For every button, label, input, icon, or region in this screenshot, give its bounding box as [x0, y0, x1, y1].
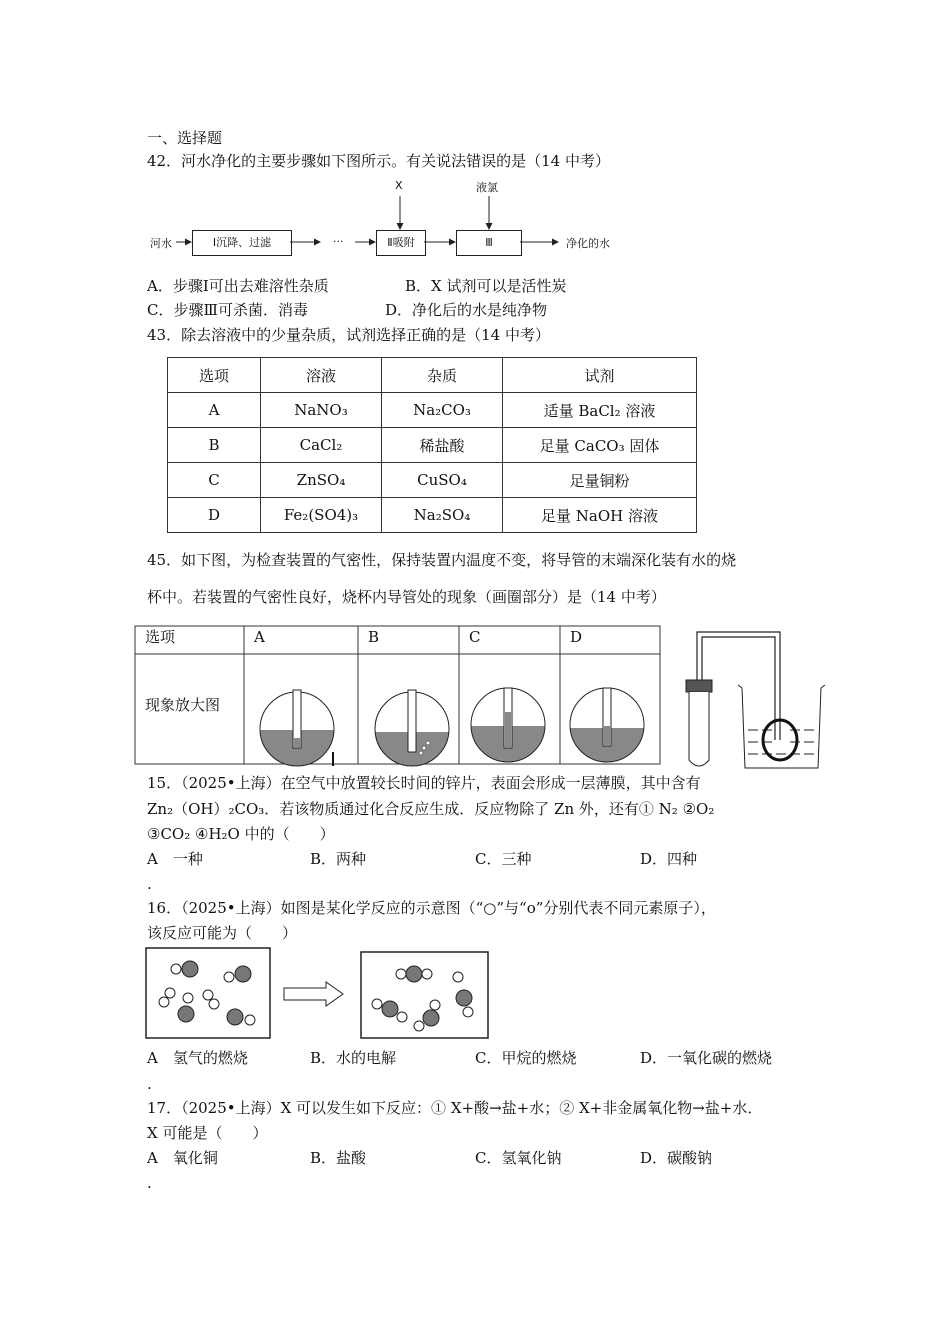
table-cell: B	[168, 428, 261, 463]
option-a-view	[255, 690, 345, 780]
q45-row1-label: 选项	[145, 628, 176, 646]
table-cell: 足量 CaCO₃ 固体	[503, 428, 697, 463]
table-cell: CaCl₂	[261, 428, 382, 463]
table-cell: ZnSO₄	[261, 463, 382, 498]
q15-option-c: C．三种	[475, 850, 532, 868]
header-cell: 杂质	[382, 358, 503, 393]
q42-option-b: B．X 试剂可以是活性炭	[405, 277, 567, 295]
q15-option-d: D．四种	[640, 850, 698, 868]
flow-ellipsis: ···	[333, 235, 344, 248]
q45-option-b-label: B	[368, 628, 380, 646]
flow-reagent-x: X	[395, 179, 403, 192]
header-cell: 试剂	[503, 358, 697, 393]
q15-stem-line2: Zn₂（OH）₂CO₃．若该物质通过化合反应生成．反应物除了 Zn 外，还有① N₂ ②O₂	[147, 800, 715, 818]
table-cell: Fe₂(SO4)₃	[261, 498, 382, 533]
table-cell: Na₂SO₄	[382, 498, 503, 533]
table-cell: Na₂CO₃	[382, 393, 503, 428]
table-cell: 适量 BaCl₂ 溶液	[503, 393, 697, 428]
apparatus-diagram	[670, 620, 840, 780]
table-header-row	[168, 358, 697, 393]
q16-stem-line1: 16．（2025•上海）如图是某化学反应的示意图（“○”与“o”分别代表不同元素原子），	[147, 899, 716, 917]
table-row	[168, 428, 697, 463]
q45-row2-label: 现象放大图	[145, 696, 221, 714]
q15-trailing-dot: .	[147, 875, 152, 893]
q16-option-b: B．水的电解	[310, 1049, 397, 1067]
header-cell: 溶液	[261, 358, 382, 393]
table-cell: CuSO₄	[382, 463, 503, 498]
flow-step3-box: Ⅲ	[456, 230, 522, 256]
q17-option-d: D．碳酸钠	[640, 1149, 713, 1167]
q16-option-d: D．一氧化碳的燃烧	[640, 1049, 773, 1067]
table-cell: 稀盐酸	[382, 428, 503, 463]
table-cell: 足量铜粉	[503, 463, 697, 498]
section-title: 一、选择题	[147, 129, 223, 147]
q45-stem-line1: 45．如下图，为检查装置的气密性，保持装置内温度不变，将导管的末端深化装有水的烧	[147, 551, 737, 569]
table-cell: 足量 NaOH 溶液	[503, 498, 697, 533]
table-row	[168, 498, 697, 533]
table-cell: C	[168, 463, 261, 498]
table-cell: A	[168, 393, 261, 428]
option-c-view	[465, 688, 555, 776]
q45-option-c-label: C	[469, 628, 481, 646]
header-cell: 选项	[168, 358, 261, 393]
flow-reagent-chlorine: 液氯	[476, 181, 498, 194]
option-b-view	[333, 690, 460, 780]
q42-option-a: A．步骤Ⅰ可出去难溶性杂质	[147, 277, 329, 295]
q45-stem-line2: 杯中。若装置的气密性良好，烧杯内导管处的现象（画圈部分）是（14 中考）	[147, 588, 666, 606]
q43-table	[167, 357, 697, 533]
flow-step2-box: Ⅱ吸附	[376, 230, 426, 256]
q45-option-d-label: D	[570, 628, 583, 646]
q17-stem-line1: 17．（2025•上海）X 可以发生如下反应：① X+酸→盐+水；② X+非金属氧化物→盐+水．	[147, 1099, 763, 1117]
q16-option-c: C．甲烷的燃烧	[475, 1049, 577, 1067]
q16-trailing-dot: .	[147, 1075, 152, 1093]
table-row	[168, 393, 697, 428]
q15-stem-line3: ③CO₂ ④H₂O 中的（ ）	[147, 825, 335, 843]
flow-output-label: 净化的水	[566, 237, 610, 250]
q15-option-b: B．两种	[310, 850, 367, 868]
table-row	[168, 463, 697, 498]
q17-trailing-dot: .	[147, 1174, 152, 1192]
q17-option-b: B．盐酸	[310, 1149, 367, 1167]
q15-option-a: A 一种	[147, 850, 203, 868]
table-cell: NaNO₃	[261, 393, 382, 428]
q42-option-c: C．步骤Ⅲ可杀菌．消毒	[147, 301, 308, 319]
flow-input-label: 河水	[150, 237, 172, 250]
q17-stem-line2: X 可能是（ ）	[147, 1124, 268, 1142]
q43-stem: 43．除去溶液中的少量杂质，试剂选择正确的是（14 中考）	[147, 326, 550, 344]
q16-stem-line2: 该反应可能为（ ）	[147, 924, 298, 942]
flow-arrows	[0, 0, 950, 300]
q45-option-a-label: A	[254, 628, 265, 646]
flow-step1-box: Ⅰ沉降、过滤	[192, 230, 292, 256]
q17-option-a: A 氧化铜	[147, 1149, 218, 1167]
q15-stem-line1: 15．（2025•上海）在空气中放置较长时间的锌片，表面会形成一层薄膜，其中含有	[147, 774, 701, 792]
q42-option-d: D．净化后的水是纯净物	[385, 301, 548, 319]
table-cell: D	[168, 498, 261, 533]
q16-reaction-diagram	[140, 942, 500, 1042]
q16-option-a: A 氢气的燃烧	[147, 1049, 248, 1067]
option-d-view	[565, 688, 655, 778]
q17-option-c: C．氢氧化钠	[475, 1149, 562, 1167]
q42-stem: 42．河水净化的主要步骤如下图所示。有关说法错误的是（14 中考）	[147, 152, 610, 170]
